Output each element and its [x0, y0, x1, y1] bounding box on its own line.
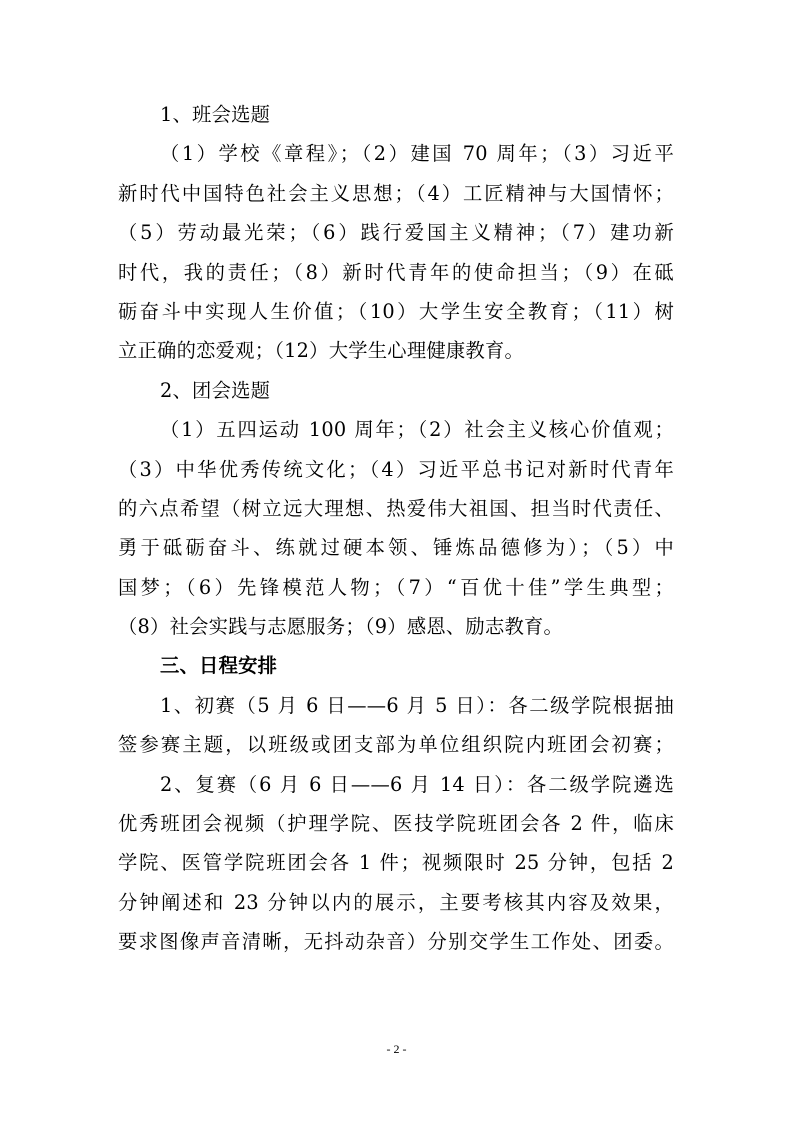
text-line: 国梦；（6）先锋模范人物；（7）“百优十佳”学生典型；	[118, 575, 674, 599]
text-line: 1、初赛（5 月 6 日——6 月 5 日）：各二级学院根据抽	[160, 693, 674, 717]
text-line: （5）劳动最光荣；（6）践行爱国主义精神；（7）建功新	[118, 221, 674, 245]
text-line: 优秀班团会视频（护理学院、医技学院班团会各 2 件，临床	[118, 812, 674, 836]
text-line: 立正确的恋爱观；（12）大学生心理健康教育。	[118, 339, 525, 363]
text-line: 勇于砥砺奋斗、练就过硬本领、锤炼品德修为）；（5）中	[118, 536, 674, 560]
page-number: - 2 -	[386, 1042, 407, 1056]
text-line: 要求图像声音清晰，无抖动杂音）分别交学生工作处、团委。	[118, 930, 674, 954]
league-meeting-topics-heading: 2、团会选题	[160, 378, 271, 402]
text-line: 的六点希望（树立远大理想、热爱伟大祖国、担当时代责任、	[118, 496, 674, 520]
text-line: 2、复赛（6 月 6 日——6 月 14 日）：各二级学院遴选	[160, 772, 674, 796]
text-line: 分钟阐述和 23 分钟以内的展示，主要考核其内容及效果，	[118, 890, 674, 914]
text-line: （1）五四运动 100 周年；（2）社会主义核心价值观；	[160, 418, 674, 442]
text-line: （1）学校《章程》；（2）建国 70 周年；（3）习近平	[160, 142, 674, 166]
text-line: 砺奋斗中实现人生价值；（10）大学生安全教育；（11）树	[118, 299, 674, 323]
class-meeting-topics-heading: 1、班会选题	[160, 103, 271, 126]
text-line: （3）中华优秀传统文化；（4）习近平总书记对新时代青年	[118, 457, 674, 481]
schedule-section-heading: 三、日程安排	[160, 654, 278, 678]
text-line: 学院、医管学院班团会各 1 件；视频限时 25 分钟，包括 2	[118, 851, 674, 875]
body-text	[118, 95, 674, 962]
text-line: 新时代中国特色社会主义思想；（4）工匠精神与大国情怀；	[118, 181, 674, 205]
text-line: 时代，我的责任；（8）新时代青年的使命担当；（9）在砥	[118, 260, 674, 284]
text-line: 签参赛主题，以班级或团支部为单位组织院内班团会初赛；	[118, 733, 674, 757]
text-line: （8）社会实践与志愿服务；（9）感恩、励志教育。	[118, 615, 564, 639]
